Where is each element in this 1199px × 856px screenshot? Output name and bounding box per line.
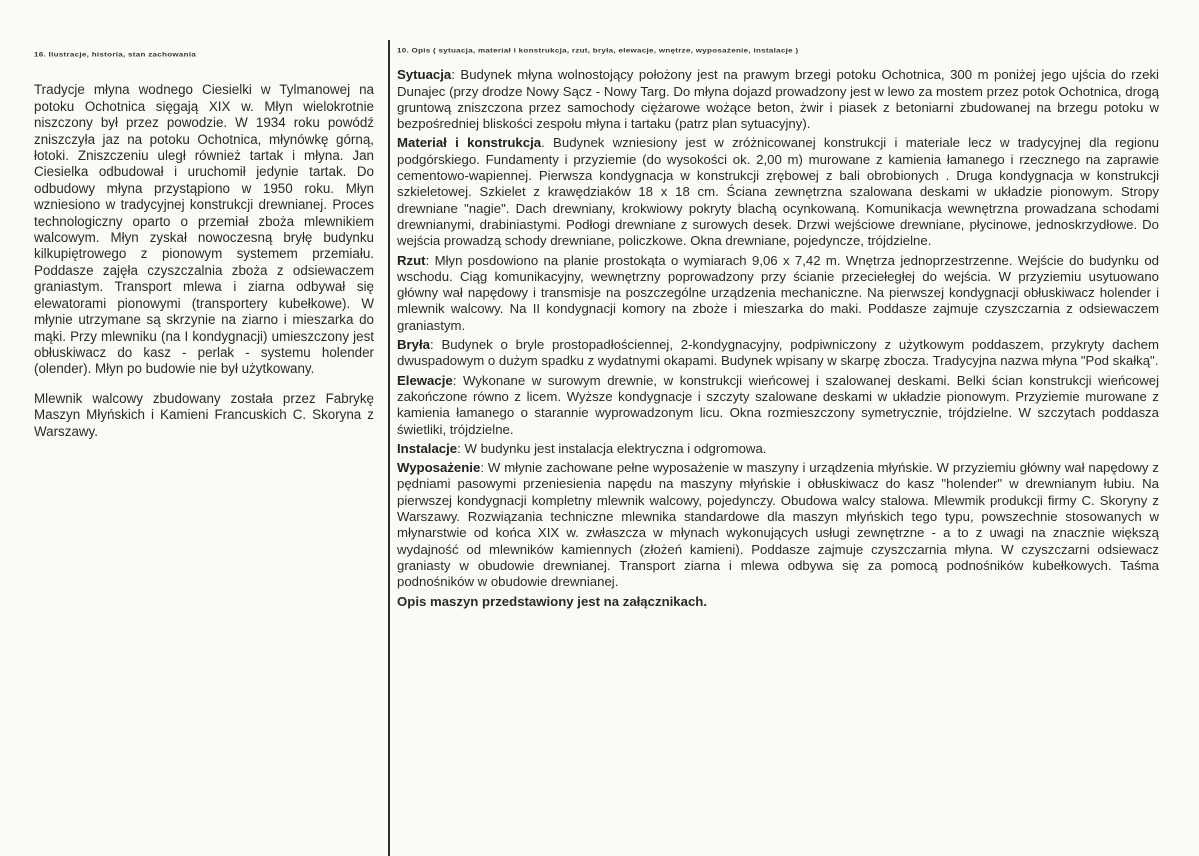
section-sytuacja [397,67,1159,132]
history-paragraph-2: Mlewnik walcowy zbudowany została przez Fabrykę Maszyn Młyńskich i Kamieni Francuskich C. Skoryna z Warszawy. [34,390,374,439]
section-rzut [397,253,1159,334]
section-text: . Budynek wzniesiony jest w zróżnicowanej konstrukcji i materiale lecz w tradycyjnej dla regionu podgórskiego. Fundamenty i przyziemie (do wysokości ok. 2,00 m) murowane z kamienia łamanego i rzecznego na zaprawie cementowo-wapiennej. Pierwsza kondygnacja w konstrukcji zrębowej z bali obrobionych . Druga kondygnacja w konstrukcji szkieletowej. Szkielet z krawędziaków 18 x 18 cm. Ściana zewnętrzna szalowana deskami w układzie pionowym. Stropy drewniane "nagie". Dach drewniany, krokwiowy pokryty blachą ocynkowaną. Komunikacja wewnętrzna prowadzana schodami drewnianymi, drabiniastymi. Podłogi drewniane z surowych desek. Drzwi wejściowe drewniane, płycinowe, jednoskrzydłowe. Do wejścia prowadzą schody drewniane, policzkowe. Okna drewniane, pojedyncze, trójdzielne. [397,135,1159,249]
section-text: : Wykonane w surowym drewnie, w konstrukcji wieńcowej i szalowanej deskami. Belki ścian konstrukcji wieńcowej zakończone równo z licem. Wyższe kondygnacje i szczyty szalowane deskami w układzie pionowym. Przyziemie murowane z kamienia łamanego o starannie wyprowadzonym licu. Okna rozmieszczony symetrycznie, trójdzielne. W szczytach poddasza świetliki, trójdzielne. [397,372,1159,437]
description-header: 10. Opis ( sytuacja, materiał i konstrukcja, rzut, bryła, elewacje, wnętrze, wyposażenie, instalacje ) [397,46,799,55]
section-wyposazenie [397,460,1159,590]
section-text: : Budynek o bryle prostopadłościennej, 2-kondygnacyjny, podpiwniczony z użytkowym poddaszem, przykryty dachem dwuspadowym o dużym spadku z wydatnymi okapami. Budynek wpisany w skarpę zbocza. Tradycyjna nazwa młyna "Pod skałką". [397,337,1159,369]
column-divider [388,40,390,856]
section-label: Sytuacja [397,67,452,83]
section-bryla [397,337,1159,370]
section-label: Wyposażenie [397,460,481,476]
section-material [397,135,1159,249]
section-label: Instalacje [397,440,458,456]
history-column [34,48,374,440]
section-text: : Budynek młyna wolnostojący położony jest na prawym brzegi potoku Ochotnica, 300 m poniżej jego ujścia do rzeki Dunajec (przy drodze Nowy Sącz - Nowy Targ. Do młyna dojazd prowadzony jest w lewo za mostem przez potok Ochotnica, drogą gruntową zniszczona przez samochody ciężarowe wożące beton, żwir i piasek z betoniarni zbudowanej na brzegu potoku w bezpośredniej bliskości zespołu młyna i tartaku (patrz plan sytuacyjny). [397,67,1159,132]
history-header: 16. Ilustracje, historia, stan zachowania [34,50,197,59]
section-elewacje [397,373,1159,438]
section-text: : W młynie zachowane pełne wyposażenie w maszyny i urządzenia młyńskie. W przyziemiu główny wał napędowy z pędniami pasowymi przeniesienia napędu na maszyny młyńskie i obłuskiwacz do kasz "holender" w drewnianym łubiu. Na pierwszej kondygnacji kompletny mlewnik walcowy, pojedynczy. Obudowa walcy stalowa. Mlewmik produkcji firmy C. Skoryny z Warszawy. Rozwiązania techniczne mlewnika standardowe dla maszyn młyńskich tego typu, powszechnie stosowanych w młynarstwie od końca XIX w. zwłaszcza w młynach wykonujących usługi zewnętrzne - a to z uwagi na znacznie większą wydajność od mlewników kamiennych (złożeń kamieni). Poddasze zajmuje czyszczarnia młyna. W czyszczarni odsiewacz graniasty w obudowie drewnianej. Transport ziarna i mlewa odbywa się za pomocą podnośników kubełkowych. Taśma podnośników w obudowie drewnianej. [397,460,1159,590]
section-label: Elewacje [397,372,453,388]
description-column [397,44,1159,623]
section-instalacje [397,441,1159,457]
history-paragraph-1: Tradycje młyna wodnego Ciesielki w Tylmanowej na potoku Ochotnica sięgają XIX w. Młyn wielokrotnie niszczony był przez powodzie. W 1934 roku powódź zniszczyła jaz na potoku Ochotnica, młynówkę górną, łotoki. Zniszczeniu uległ również tartak i młyna. Jan Ciesielka odbudował i uruchomił jedynie tartak. Do odbudowy młyna przystąpiono w 1950 roku. Młyn wzniesiono w tradycyjnej konstrukcji drewnianej. Proces technologiczny oparto o przemiał zboża mlewnikiem walcowym. Młyn zyskał nowoczesną bryłę budynku kilkupiętrowego z pionowym systemem przemiału. Poddasze zajęła czyszczalnia zboża z odsiewaczem graniastym. Transport mlewa i ziarna odbywał się elewatorami pionowymi (transportery kubełkowe). W młynie utrzymane są skrzynie na ziarno i mieszarka do mąki. Przy mlewniku (na I kondygnacji) umieszczony jest obłuskiwacz do kasz - perlak - systemu holender (olender). Młyn po budowie nie był użytkowany. [34,82,374,377]
section-label: Rzut [397,252,426,268]
closing-note: Opis maszyn przedstawiony jest na załącznikach. [397,593,708,609]
section-text: : Młyn posdowiono na planie prostokąta o wymiarach 9,06 x 7,42 m. Wnętrza jednoprzestrzenne. Wejście do budynku od wschodu. Ciąg komunikacyjny, wewnętrzny poprowadzony przy ścianie przeciełegłej do wejścia. W przyziemiu usytuowano główny wał napędowy i transmisje na poszczególne urządzenia mechaniczne. Na pierwszej kondygnacji obłuskiwacz holender i mlewnik walcowy. Na II kondygnacji komory na zboże i mieszarka do maki. Poddasze zajmuje czyszczarnia z odsiewaczem graniastym. [397,252,1159,333]
section-text: : W budynku jest instalacja elektryczna i odgromowa. [457,440,767,456]
section-label: Materiał i konstrukcja [397,135,542,151]
section-label: Bryła [397,337,430,353]
